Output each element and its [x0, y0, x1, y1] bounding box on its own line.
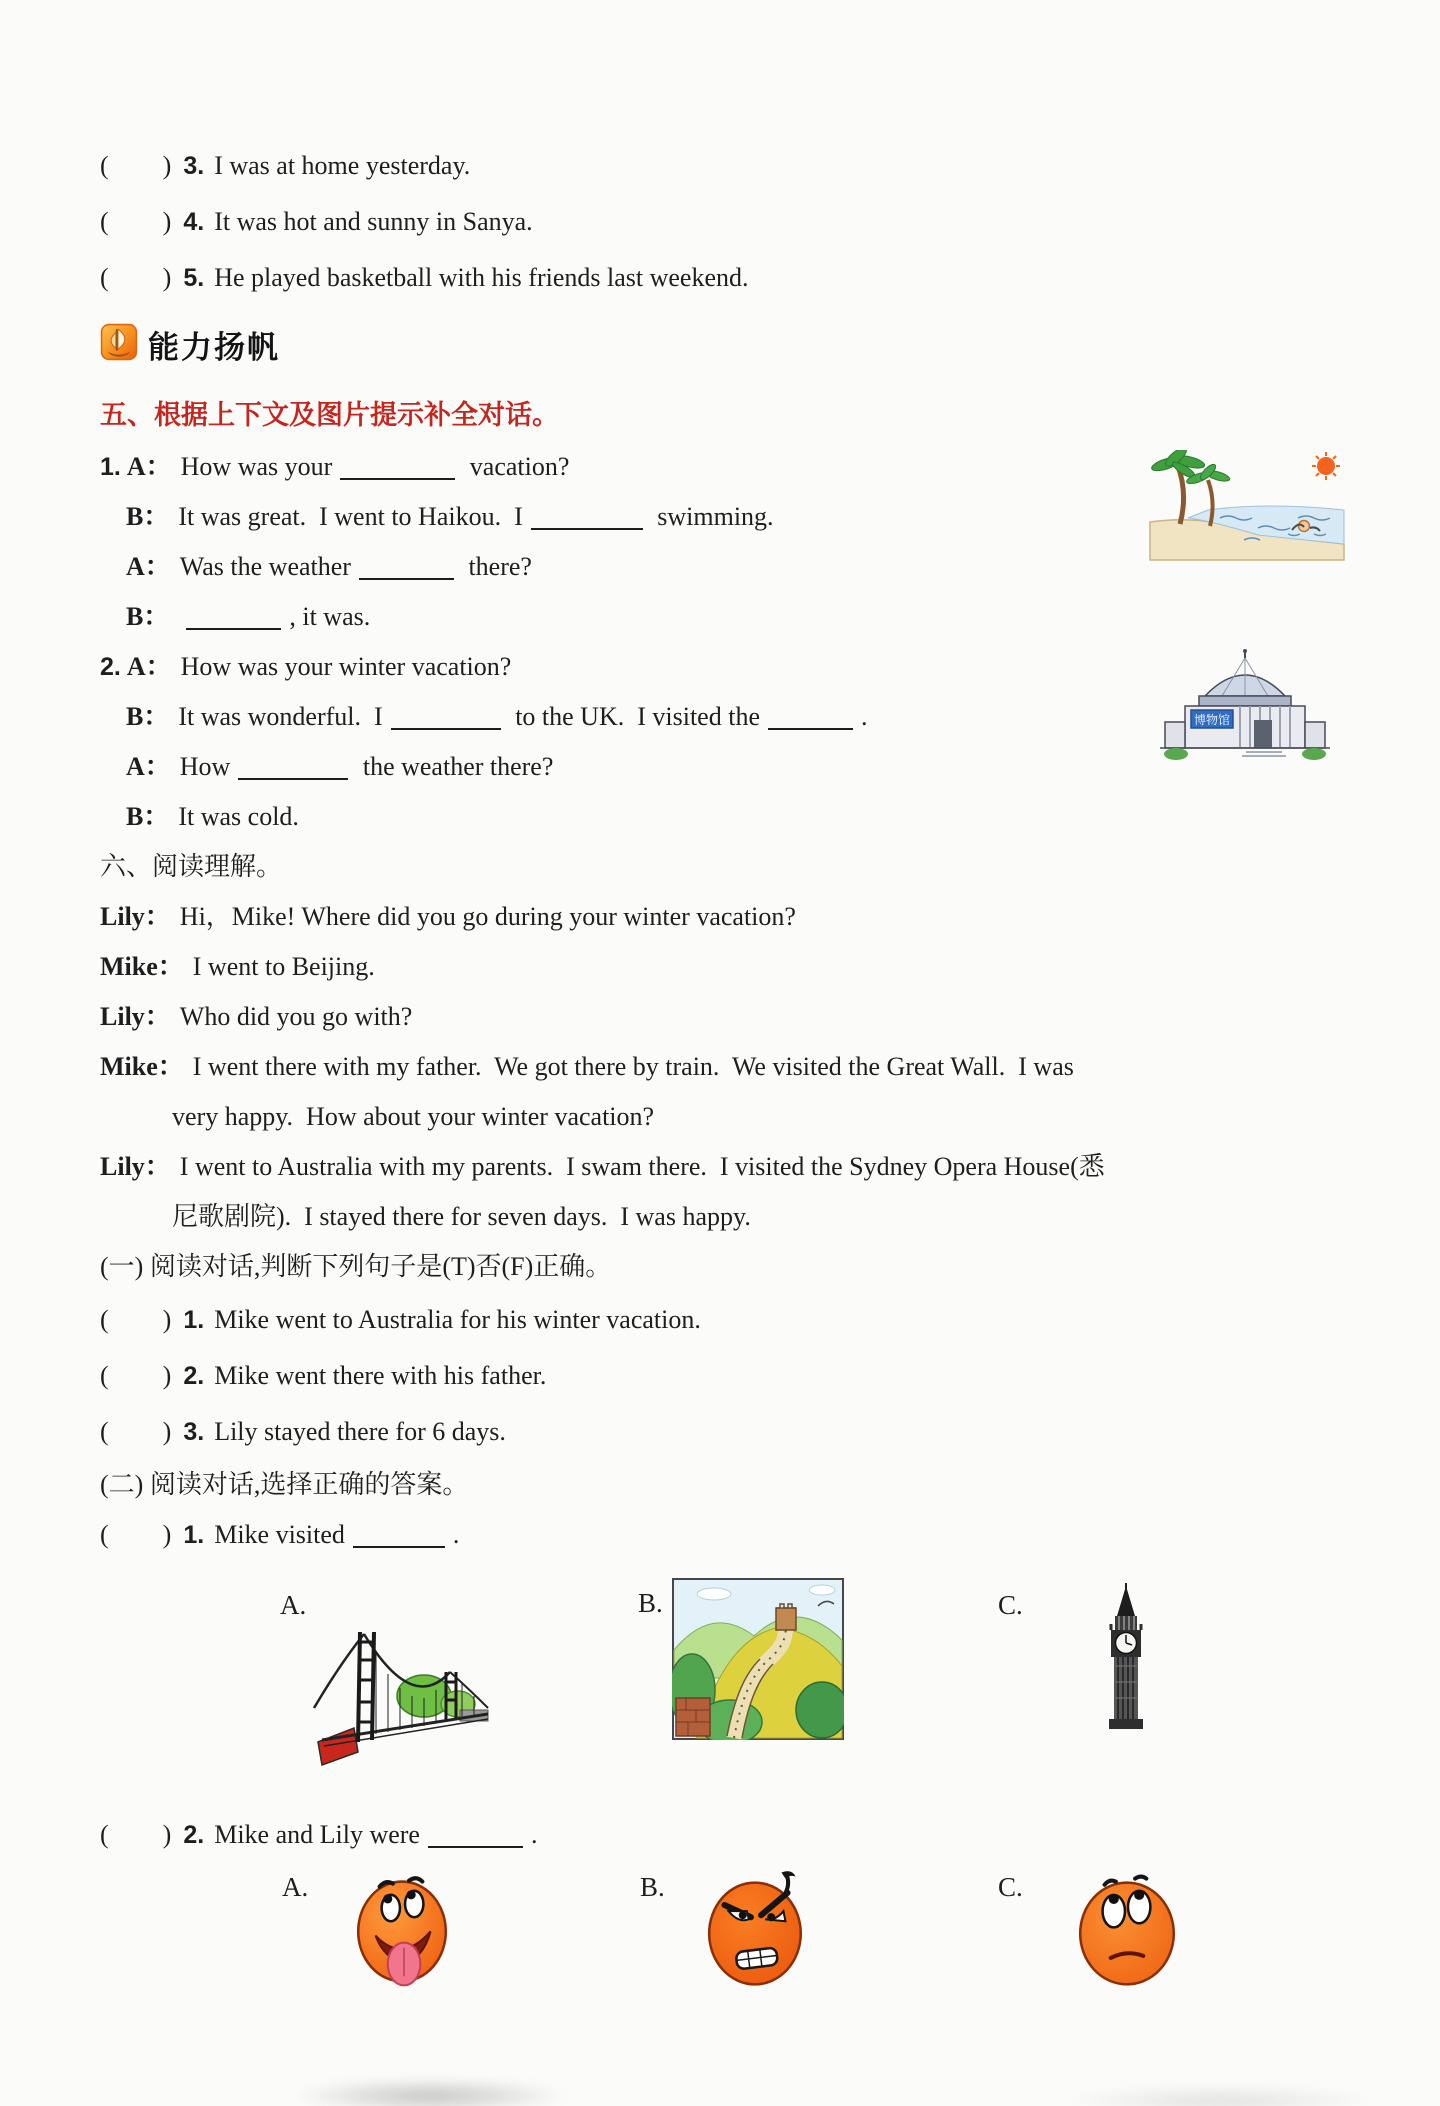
open-paren: (	[100, 1361, 109, 1390]
fill-in-blank	[353, 1528, 445, 1548]
reading-dialog-line	[100, 942, 1380, 992]
item-number: 3.	[183, 152, 205, 180]
fill-in-blank	[359, 560, 454, 580]
speaker-label: B：	[126, 602, 170, 631]
fill-in-blank	[340, 460, 455, 480]
open-paren: (	[100, 1820, 109, 1849]
option-c-label: C.	[998, 1590, 1023, 1620]
dialog-text: Who did you go with?	[179, 1002, 413, 1031]
fill-in-blank	[768, 710, 853, 730]
happy-face-image	[346, 1862, 458, 2012]
section5-heading: 五、根据上下文及图片提示补全对话。	[100, 400, 559, 430]
item-text: Mike went to Australia for his winter vacation.	[214, 1305, 701, 1334]
section6-heading: 六、阅读理解。	[100, 852, 283, 881]
close-paren: )	[162, 1305, 172, 1334]
item-text: Mike went there with his father.	[214, 1361, 547, 1390]
speaker-label: Mike：	[100, 952, 184, 981]
part1-heading: (一) 阅读对话,判断下列句子是(T)否(F)正确。	[100, 1252, 612, 1281]
true-false-item	[100, 194, 1380, 250]
beach-swimming-illustration	[1148, 450, 1346, 567]
item-text: It was hot and sunny in Sanya.	[214, 207, 533, 236]
option-a-label: A.	[282, 1872, 309, 1902]
text-segment: to the UK. I visited the	[508, 702, 760, 731]
true-false-list-top	[100, 138, 1380, 306]
text-segment: .	[530, 1820, 538, 1849]
text-segment: Mike and Lily were	[214, 1820, 420, 1849]
reading-dialog-line	[100, 992, 1380, 1042]
speaker-label: B：	[126, 502, 170, 531]
section-banner	[100, 320, 1380, 368]
item-text: Lily stayed there for 6 days.	[214, 1417, 506, 1446]
fill-in-blank	[391, 710, 501, 730]
true-false-item	[100, 1404, 1380, 1460]
text-segment: How was your winter vacation?	[180, 652, 512, 681]
option-b-label: B.	[638, 1588, 663, 1618]
fill-in-blank	[531, 510, 643, 530]
text-segment: vacation?	[463, 452, 570, 481]
close-paren: )	[162, 263, 172, 292]
text-segment: the weather there?	[356, 752, 554, 781]
item-number: 4.	[183, 208, 205, 236]
dialog-text: I went to Australia with my parents. I swam there. I visited the Sydney Opera House(悉	[179, 1152, 1105, 1181]
dialog-line	[100, 792, 1380, 842]
option-b-label: B.	[640, 1872, 665, 1902]
option-a-label: A.	[280, 1590, 307, 1620]
speaker-label: B：	[126, 802, 170, 831]
speaker-label: Lily：	[100, 1002, 171, 1031]
dialog-text: I went to Beijing.	[192, 952, 375, 981]
speaker-label: A：	[126, 452, 172, 481]
museum-sign-text: 博物馆	[1193, 713, 1231, 727]
speaker-label: A：	[126, 752, 171, 781]
close-paren: )	[162, 1520, 172, 1549]
fill-in-blank	[238, 760, 348, 780]
close-paren: )	[162, 1417, 172, 1446]
reading-dialog-line	[100, 1042, 1380, 1092]
text-segment: It was wonderful. I	[178, 702, 383, 731]
true-false-item	[100, 1348, 1380, 1404]
speaker-label: B：	[126, 702, 170, 731]
open-paren: (	[100, 151, 109, 180]
close-paren: )	[162, 151, 172, 180]
text-segment: swimming.	[650, 502, 774, 531]
reading-dialog	[100, 892, 1380, 1242]
open-paren: (	[100, 263, 109, 292]
choice-question-1	[100, 1510, 1380, 1560]
item-number: 3.	[183, 1418, 205, 1446]
true-false-item	[100, 1292, 1380, 1348]
text-segment: Mike visited	[214, 1520, 345, 1549]
item-number: 2.	[183, 1362, 205, 1390]
part1-true-false-list	[100, 1292, 1380, 1460]
great-wall-image	[672, 1578, 844, 1745]
fill-in-blank	[186, 610, 281, 630]
speaker-label: A：	[126, 652, 172, 681]
text-segment: .	[452, 1520, 460, 1549]
item-number: 1.	[100, 453, 121, 481]
dialog-text: Hi，Mike! Where did you go during your winter vacation?	[179, 902, 796, 931]
open-paren: (	[100, 1520, 109, 1549]
option-c-label: C.	[998, 1872, 1023, 1902]
text-segment: Was the weather	[179, 552, 351, 581]
museum-illustration	[1158, 648, 1332, 773]
reading-dialog-line	[100, 892, 1380, 942]
item-text: He played basketball with his friends last weekend.	[214, 263, 749, 292]
close-paren: )	[162, 1361, 172, 1390]
speaker-label: Lily：	[100, 902, 171, 931]
dialog-line	[100, 592, 1380, 642]
true-false-item	[100, 250, 1380, 306]
suspension-bridge-image	[312, 1622, 490, 1777]
speaker-label: Lily：	[100, 1152, 171, 1181]
dialog-text: I went there with my father. We got there by train. We visited the Great Wall. I was	[192, 1052, 1074, 1081]
question1-options-row	[100, 1560, 1380, 1810]
scan-smudge	[290, 2078, 570, 2106]
open-paren: (	[100, 1305, 109, 1334]
item-number: 2.	[100, 653, 121, 681]
text-segment: there?	[461, 552, 532, 581]
worksheet-content	[0, 138, 1440, 2032]
speaker-label: A：	[126, 552, 171, 581]
item-number: 1.	[183, 1521, 205, 1549]
item-number: 1.	[183, 1306, 205, 1334]
text-segment: , it was.	[289, 602, 371, 631]
true-false-item	[100, 138, 1380, 194]
banner-title: 能力扬帆	[148, 329, 280, 365]
text-segment: It was cold.	[178, 802, 299, 831]
reading-dialog-line	[100, 1142, 1380, 1192]
fill-in-blank	[428, 1828, 523, 1848]
close-paren: )	[162, 1820, 172, 1849]
item-text: I was at home yesterday.	[214, 151, 471, 180]
text-segment: How was your	[180, 452, 333, 481]
open-paren: (	[100, 207, 109, 236]
reading-dialog-line	[100, 1192, 1380, 1242]
text-segment: How	[179, 752, 231, 781]
sailboat-badge-icon	[100, 323, 138, 366]
text-segment: .	[860, 702, 868, 731]
question2-options-row	[100, 1860, 1380, 2032]
dialog-text: 尼歌剧院). I stayed there for seven days. I was happy.	[172, 1202, 751, 1231]
reading-dialog-line	[100, 1092, 1380, 1142]
dialog-text: very happy. How about your winter vacation?	[172, 1102, 655, 1131]
item-number: 2.	[183, 1821, 205, 1849]
item-number: 5.	[183, 264, 205, 292]
speaker-label: Mike：	[100, 1052, 184, 1081]
big-ben-image	[1100, 1582, 1152, 1737]
text-segment: It was great. I went to Haikou. I	[178, 502, 523, 531]
worried-face-image	[1068, 1862, 1188, 2012]
angry-face-image	[698, 1862, 816, 2012]
choice-question-2	[100, 1810, 1380, 1860]
part2-heading: (二) 阅读对话,选择正确的答案。	[100, 1470, 469, 1499]
close-paren: )	[162, 207, 172, 236]
scan-smudge	[1060, 2086, 1380, 2106]
open-paren: (	[100, 1417, 109, 1446]
